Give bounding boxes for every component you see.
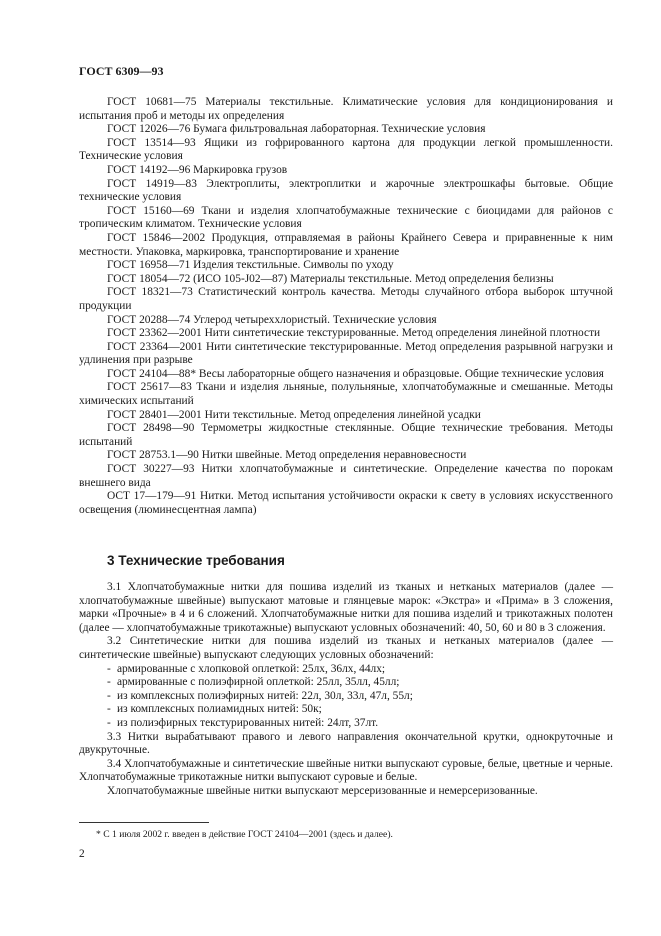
list-item: - из полиэфирных текстурированных нитей: 24лт, 37лт.	[107, 716, 379, 729]
paragraph-3-4: 3.4 Хлопчатобумажные и синтетические швейные нитки выпускают суровые, белые, цветные и черные. Хлопчатобумажные трикотажные нитки выпускают суровые и белые.	[79, 757, 613, 784]
paragraph-mercerized: Хлопчатобумажные швейные нитки выпускают мерсеризованные и немерсеризованные.	[107, 784, 538, 797]
reference-item: ГОСТ 10681—75 Материалы текстильные. Климатические условия для кондиционирования и испытания проб и методы их определения	[79, 96, 613, 122]
reference-item: ГОСТ 14192—96 Маркировка грузов	[107, 163, 288, 176]
reference-item: ГОСТ 30227—93 Нитки хлопчатобумажные и синтетические. Определение качества по порокам внешнего вида	[79, 463, 613, 489]
section-body	[79, 581, 613, 799]
reference-item: ГОСТ 15846—2002 Продукция, отправляемая в районы Крайнего Севера и приравненные к ним местности. Упаковка, маркировка, транспортирование и хранение	[79, 231, 613, 258]
reference-item: ГОСТ 28401—2001 Нити текстильные. Метод определения линейной усадки	[107, 408, 481, 421]
running-header: ГОСТ 6309—93	[79, 64, 164, 78]
reference-item: ГОСТ 20288—74 Углерод четыреххлористый. Технические условия	[107, 313, 437, 326]
list-dash: -	[107, 662, 111, 675]
reference-item: ГОСТ 13514—93 Ящики из гофрированного картона для продукции легкой промышленности. Технические условия	[79, 136, 613, 163]
reference-item: ГОСТ 28753.1—90 Нитки швейные. Метод определения неравновесности	[107, 449, 467, 462]
list-dash: -	[107, 703, 111, 716]
reference-item: ГОСТ 24104—88* Весы лабораторные общего назначения и образцовые. Общие технические условия	[107, 367, 604, 380]
reference-item: ГОСТ 14919—83 Электроплиты, электроплитки и жарочные электрошкафы бытовые. Общие технические условия	[79, 177, 613, 204]
page-number: 2	[79, 848, 85, 860]
reference-item: ГОСТ 18321—73 Статистический контроль качества. Методы случайного отбора выборок штучной продукции	[79, 286, 613, 312]
reference-item: ГОСТ 25617—83 Ткани и изделия льняные, полульняные, хлопчатобумажные и смешанные. Методы химических испытаний	[79, 381, 613, 408]
paragraph-3-3: 3.3 Нитки вырабатывают правого и левого направления окончательной крутки, однокруточные и двукруточные.	[79, 730, 613, 757]
list-item: - армированные с полиэфирной оплеткой: 25лл, 35лл, 45лл;	[107, 676, 400, 689]
list-dash: -	[107, 716, 111, 729]
reference-item: ГОСТ 23362—2001 Нити синтетические текстурированные. Метод определения линейной плотности	[107, 327, 601, 340]
reference-item: ГОСТ 18054—72 (ИСО 105-J02—87) Материалы текстильные. Метод определения белизны	[107, 272, 554, 285]
reference-item: ГОСТ 23364—2001 Нити синтетические текстурированные. Метод определения разрывной нагрузки и удлинения при разрыве	[79, 340, 613, 367]
reference-item: ГОСТ 28498—90 Термометры жидкостные стеклянные. Общие технические требования. Методы испытаний	[79, 422, 613, 448]
footnote-divider	[79, 822, 209, 823]
reference-item: ОСТ 17—179—91 Нитки. Метод испытания устойчивости окраски к свету в условиях искусственного освещения (люминесцентная лампа)	[79, 490, 613, 516]
list-dash: -	[107, 676, 111, 689]
section-title: 3 Технические требования	[107, 553, 285, 568]
footnote: * С 1 июля 2002 г. введен в действие ГОСТ 24104—2001 (здесь и далее).	[96, 829, 393, 840]
paragraph-3-1: 3.1 Хлопчатобумажные нитки для пошива изделий из тканых и нетканых материалов (далее — хлопчатобумажные швейные) выпускают матовые и глянцевые марок: «Экстра» и «Прима» в 3 сложения, марки «Прочные» в 4 и 6 сложений. Хлопчатобумажные нитки для пошива изделий и трикотажных полотен (далее — хлопчатобумажные трикотажные) выпускают условных обозначений: 40, 50, 60 и 80 в 3 сложения.	[79, 581, 613, 634]
list-item: - из комплексных полиамидных нитей: 50к;	[107, 703, 322, 716]
paragraph-3-2: 3.2 Синтетические нитки для пошива изделий из тканых и нетканых материалов (далее — синтетические швейные) выпускают следующих условных обозначений:	[79, 635, 613, 661]
reference-item: ГОСТ 16958—71 Изделия текстильные. Символы по уходу	[107, 259, 394, 272]
list-item: - из комплексных полиэфирных нитей: 22л, 30л, 33л, 47л, 55л;	[107, 689, 413, 702]
list-item: - армированные с хлопковой оплеткой: 25лх, 36лх, 44лх;	[107, 662, 386, 675]
list-dash: -	[107, 689, 111, 702]
reference-item: ГОСТ 12026—76 Бумага фильтровальная лабораторная. Технические условия	[107, 123, 486, 136]
normative-references-list	[79, 96, 613, 517]
reference-item: ГОСТ 15160—69 Ткани и изделия хлопчатобумажные технические с биоцидами для районов с тропическим климатом. Технические условия	[79, 204, 613, 231]
